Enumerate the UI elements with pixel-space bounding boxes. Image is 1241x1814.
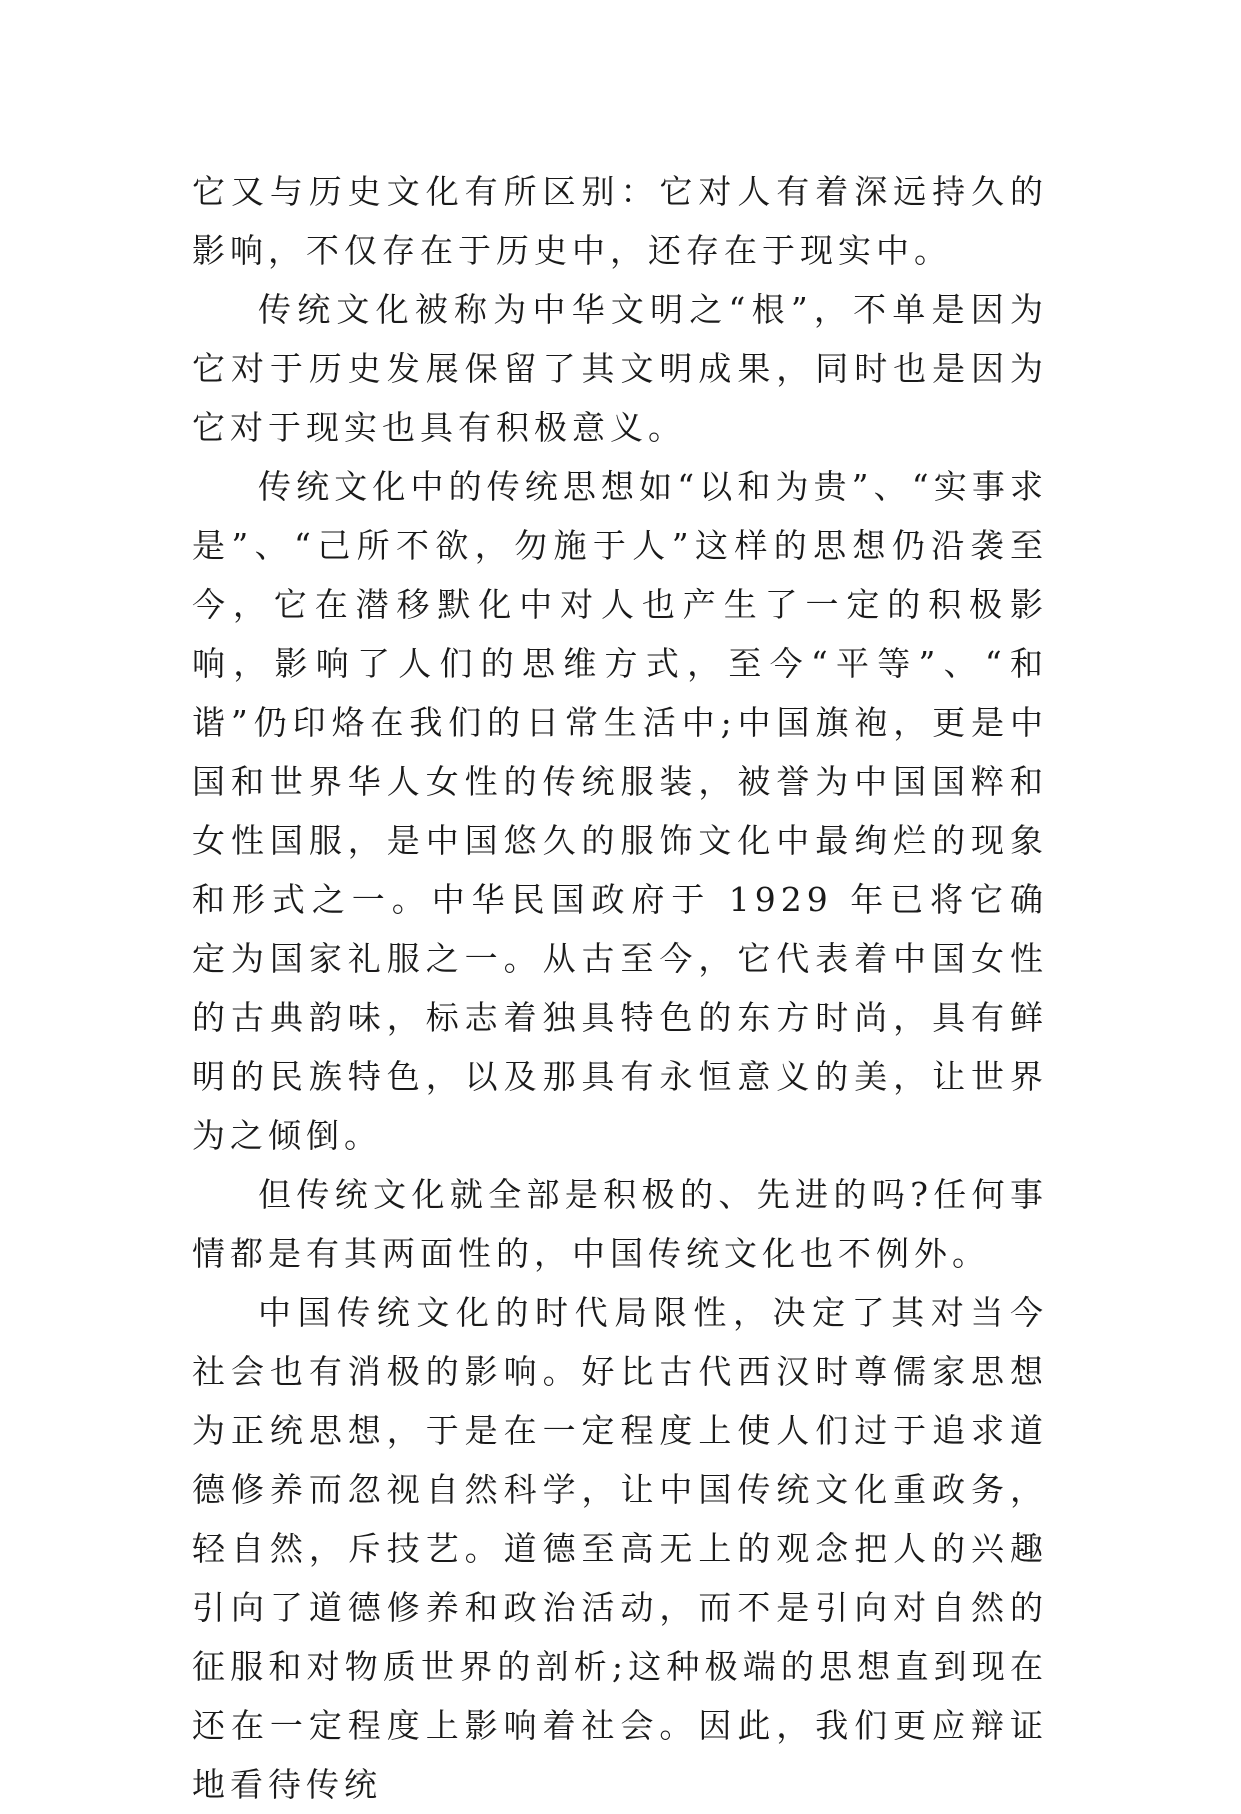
paragraph-4: 但传统文化就全部是积极的、先进的吗?任何事情都是有其两面性的，中国传统文化也不例外。 [192,1175,1048,1273]
paragraph-5: 中国传统文化的时代局限性，决定了其对当今社会也有消极的影响。好比古代西汉时尊儒家思想为正统思想，于是在一定程度上使人们过于追求道德修养而忽视自然科学，让中国传统文化重政务，轻自然，斥技艺。道德至高无上的观念把人的兴趣引向了道德修养和政治活动，而不是引向对自然的征服和对物质世界的剖析;这种极端的思想直到现在还在一定程度上影响着社会。因此，我们更应辩证地看待传统 [192,1293,1048,1804]
document-body [192,162,1048,1814]
paragraph-3: 传统文化中的传统思想如“以和为贵”、“实事求是”、“己所不欲，勿施于人”这样的思想仍沿袭至今，它在潜移默化中对人也产生了一定的积极影响，影响了人们的思维方式，至今“平等”、“和谐”仍印烙在我们的日常生活中;中国旗袍，更是中国和世界华人女性的传统服装，被誉为中国国粹和女性国服，是中国悠久的服饰文化中最绚烂的现象和形式之一。中华民国政府于 1929 年已将它确定为国家礼服之一。从古至今，它代表着中国女性的古典韵味，标志着独具特色的东方时尚，具有鲜明的民族特色，以及那具有永恒意义的美，让世界为之倾倒。 [192,467,1048,1155]
paragraph-2: 传统文化被称为中华文明之“根”，不单是因为它对于历史发展保留了其文明成果，同时也是因为它对于现实也具有积极意义。 [192,290,1048,447]
paragraph-1: 它又与历史文化有所区别：它对人有着深远持久的影响，不仅存在于历史中，还存在于现实中。 [192,172,1048,270]
